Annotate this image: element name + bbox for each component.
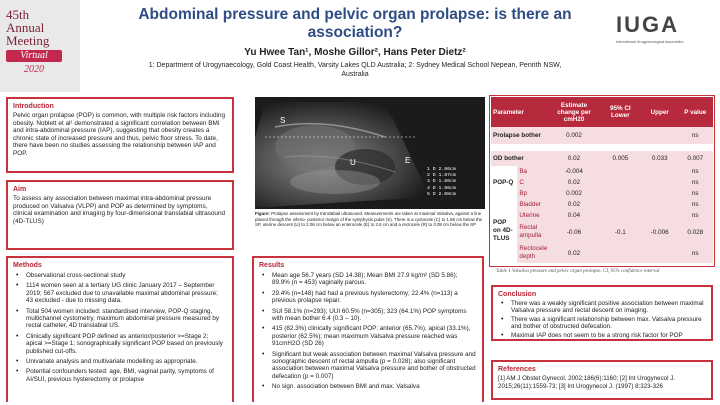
- cell-estimate: 0.02: [549, 151, 598, 166]
- cell-estimate: 0.002: [549, 127, 598, 144]
- cell-lower: [599, 199, 642, 210]
- results-table: [491, 97, 713, 263]
- row-label: C: [517, 177, 550, 188]
- cell-lower: [599, 177, 642, 188]
- measurement-item: 3 D 1.86cm: [427, 179, 456, 185]
- poster-affiliations: 1: Department of Urogynaecology, Gold Coast Health, Varsity Lakes QLD Australia; 2: Sydney Medical School Nepean, Penrith NSW, Australia: [148, 62, 562, 78]
- methods-section: [6, 256, 234, 402]
- conclusion-item: • There was a significant relationship between max. Valsalva pressure and bother of obstructed defecation.: [498, 316, 705, 331]
- cell-p: ns: [678, 188, 714, 199]
- results-item: • No sign. association between BMI and max. Valsalva: [259, 383, 476, 390]
- row-label: Rectal ampulla: [517, 221, 550, 243]
- cell-upper: -0.006: [642, 221, 678, 243]
- label-u: U: [350, 158, 356, 167]
- cell-lower: 0.005: [599, 151, 642, 166]
- measurement-item: 1 D 2.86cm: [427, 167, 456, 172]
- references-section: [491, 360, 713, 400]
- header-pvalue: P value: [678, 97, 714, 127]
- row-label: Uterine: [517, 210, 550, 221]
- row-label: Bladder: [517, 199, 550, 210]
- group-tlus: POP on 4D-TLUS: [491, 199, 517, 263]
- table-header-row: [491, 97, 713, 127]
- introduction-section: [6, 97, 234, 173]
- cell-upper: [642, 243, 678, 263]
- cell-p: 0.028: [678, 221, 714, 243]
- poster-authors: Yu Hwee Tan¹, Moshe Gillor², Hans Peter Dietz²: [244, 47, 466, 58]
- cell-p: ns: [678, 210, 714, 221]
- conclusion-item: • There was a weakly significant positive association between maximal Valsalva pressure and rectal descent on imaging.: [498, 300, 705, 315]
- methods-item: • Observational cross-sectional study: [13, 272, 226, 279]
- aim-text: To assess any association between maximal intra-abdominal pressure produced on Valsalva (VLPP) and POP as determined by symptoms, clinical examination and imaging by four-dimensional translabial ultrasound (4D-TLUS): [13, 195, 226, 225]
- separator-cell: [491, 144, 713, 151]
- cell-estimate: 0.04: [549, 210, 598, 221]
- cell-lower: [599, 188, 642, 199]
- meeting-line-3: Meeting: [6, 33, 50, 48]
- row-label: Ba: [517, 166, 550, 177]
- figure-caption: [255, 211, 485, 228]
- cell-lower: [599, 166, 642, 177]
- row-label: OD bother: [491, 151, 549, 166]
- cell-estimate: 0.02: [549, 177, 598, 188]
- table-row: [491, 210, 713, 221]
- cell-p: ns: [678, 199, 714, 210]
- meeting-line-1: 45th: [6, 7, 30, 22]
- cell-p: 0.007: [678, 151, 714, 166]
- figure-caption-text: Prolapse assessment by translabial ultrasound. Measurements are taken at maximal Valsalva, against a line placed through the inferio- posterior margin of the symphysis pubis (S). There is a cystocele (C) to 1.86 cm below the SP, uterine descent (U) to 2.08 cm below an enterocele (E) to 2.6 cm and a rectocele (R) to 3.08 cm below the SP: [255, 211, 483, 228]
- references-heading: References: [498, 366, 536, 373]
- cell-estimate: 0.02: [549, 243, 598, 263]
- methods-item: • Potential confounders tested: age, BMI, vaginal parity, symptoms of AI/SUI, previous hysterectomy or prolapse: [13, 368, 226, 383]
- cell-estimate: 0.002: [549, 188, 598, 199]
- header-parameter: Parameter: [491, 97, 549, 127]
- cell-p: ns: [678, 166, 714, 177]
- cell-lower: [599, 210, 642, 221]
- aim-heading: Aim: [13, 186, 27, 193]
- cell-estimate: -0.004: [549, 166, 598, 177]
- cell-upper: [642, 127, 678, 144]
- meeting-logo: [0, 0, 80, 92]
- results-item: • 29.4% (n=148) had had a previous hysterectomy; 22.4% (n=113) a previous prolapse repair.: [259, 290, 476, 305]
- cell-p: ns: [678, 177, 714, 188]
- results-list: [259, 272, 476, 391]
- iuga-logo-text: IUGA: [616, 12, 679, 37]
- table-separator: [491, 144, 713, 151]
- ultrasound-image: [255, 97, 485, 209]
- cell-lower: [599, 127, 642, 144]
- conclusion-heading: Conclusion: [498, 291, 537, 298]
- cell-upper: 0.033: [642, 151, 678, 166]
- conclusion-list: [498, 300, 705, 339]
- table-caption: Table 1 Valsalva pressure and pelvic organ prolapse. CI, 95% confidence interval: [496, 269, 660, 274]
- row-label: Prolapse bother: [491, 127, 549, 144]
- cell-upper: [642, 210, 678, 221]
- meeting-logo-text: [6, 8, 49, 47]
- methods-item: • 1114 women seen at a tertiary UG clinic January 2017 – September 2019; 567 excluded due to unavailable maximal abdominal pressure; 43 excluded - due to missing data.: [13, 282, 226, 304]
- iuga-logo-subtitle: International Urogynecological Association: [616, 40, 684, 44]
- cell-upper: [642, 166, 678, 177]
- measurement-item: 2 D 1.87cm: [427, 173, 456, 179]
- meeting-line-2: Annual: [6, 20, 45, 35]
- cell-upper: [642, 177, 678, 188]
- cell-lower: -0.1: [599, 221, 642, 243]
- measurement-item: 5 D 2.08cm: [427, 191, 456, 197]
- references-text: [1] AM J Obstet Gynecol. 2002;186(6):1160; [2] Int Urogynecol J. 2015;26(11):1559-73; [3] Int Urogynecol J. (1997) 8:323-326: [498, 375, 676, 390]
- header-upper: Upper: [642, 97, 678, 127]
- header-lower: 95% CI Lower: [599, 97, 642, 127]
- introduction-text: Pelvic organ prolapse (POP) is common, with multiple risk factors including obesity. Noblett et al¹ demonstrated a significant correlation between BMI and intra-abdominal pressure (IAP), suggesting that obesity creates a chronic state of increased pressure and thus, pelvic floor stress. To date, there have been no studies assessing the relationship between IAP and POP.: [13, 112, 226, 157]
- results-item: • 415 (82.3%) clinically significant POP: anterior (65.7%), apical (33.1%), posterior (62.5%); mean maximum Valsalva pressure reached was 91cmH2O (SD 26): [259, 325, 476, 347]
- results-item: • Mean age 56.7 years (SD 14.38); Mean BMI 27.9 kg/m² (SD 5.86); 89.9% (n = 453) vaginally parous.: [259, 272, 476, 287]
- header-estimate: Estimate change per cmH20: [549, 97, 598, 127]
- conclusion-item: • Maximal IAP does not seem to be a strong risk factor for POP: [498, 332, 705, 339]
- row-label: Bp: [517, 188, 550, 199]
- results-item: • SUI 58.1% (n=293); UUI 60.5% (n=305); 323 (64.1%) POP symptoms with mean bother 6.4 (0.3 – 10).: [259, 308, 476, 323]
- figure-caption-label: Figure:: [255, 211, 270, 216]
- meeting-year: 2020: [24, 64, 44, 75]
- cell-p: ns: [678, 127, 714, 144]
- methods-list: [13, 272, 226, 383]
- label-s: S: [280, 116, 286, 125]
- results-section: [252, 256, 484, 402]
- table-row: [491, 188, 713, 199]
- methods-item: • Total 504 women included: standardised interview, POP-Q staging, multichannel cystometry, maximum abdominal pressure measured by rectal catheter, 4D translabial US.: [13, 308, 226, 330]
- table-row-prolapse-bother: [491, 127, 713, 144]
- results-item: • Significant but weak association between maximal Valsalva pressure and sonographic descent of rectal ampulla (p = 0.028); also significant association between maximal Valsalva pressure and bother of obstructed defecation (p = 0.007): [259, 351, 476, 381]
- conclusion-section: [491, 285, 713, 341]
- cell-upper: [642, 199, 678, 210]
- label-e: E: [405, 156, 411, 165]
- cell-estimate: 0.02: [549, 199, 598, 210]
- introduction-heading: Introduction: [13, 103, 54, 110]
- measurement-panel: [427, 167, 475, 198]
- table-row: [491, 199, 713, 210]
- iuga-logo: [616, 12, 716, 52]
- poster-title: Abdominal pressure and pelvic organ prolapse: is there an association?: [138, 6, 572, 41]
- results-heading: Results: [259, 262, 285, 269]
- row-label: Rectocele depth: [517, 243, 550, 263]
- aim-section: [6, 180, 234, 250]
- methods-heading: Methods: [13, 262, 42, 269]
- virtual-badge: Virtual: [6, 50, 62, 62]
- table-row: [491, 166, 713, 177]
- cell-upper: [642, 188, 678, 199]
- cell-p: ns: [678, 243, 714, 263]
- table-row: [491, 221, 713, 243]
- cell-lower: [599, 243, 642, 263]
- methods-item: • Clinically significant POP defined as anterior/posterior >=Stage 2; apical >=Stage 1; sonographically significant POP based on previously published cut-offs.: [13, 333, 226, 355]
- table-row-od-bother: [491, 151, 713, 166]
- cell-estimate: -0.06: [549, 221, 598, 243]
- table-row: [491, 177, 713, 188]
- table-row: [491, 243, 713, 263]
- group-popq: POP-Q: [491, 166, 517, 199]
- methods-item: • Univariate analysis and multivariate modelling as appropriate.: [13, 358, 226, 365]
- measurement-item: 4 D 1.86cm: [427, 185, 456, 191]
